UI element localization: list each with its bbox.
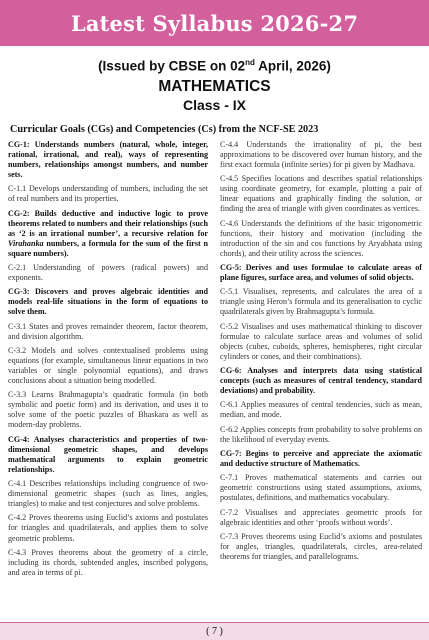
right-column xyxy=(220,140,422,620)
competency: C-3.1 States and proves remainder theorem, factor theorem, and division algorithm. xyxy=(8,321,208,341)
curricular-goal: CG-7: Begins to perceive and appreciate the axiomatic and deductive structure of Mathematics. xyxy=(220,448,422,468)
competency: C-7.1 Proves mathematical statements and carries out geometric constructions using stated assumptions, axioms, postulates, definitions, and mathematics vocabulary. xyxy=(220,473,422,503)
title-banner xyxy=(0,0,429,46)
curricular-goal: CG-4: Analyses characteristics and properties of two-dimensional geometric shapes, and develops mathematical arguments to explain geometric relationships. xyxy=(8,434,208,474)
curricular-goal: CG-6: Analyses and interprets data using statistical concepts (such as measures of central tendency, standard deviations) and probability. xyxy=(220,366,422,396)
competency: C-4.1 Describes relationships including congruence of two-dimensional geometric shapes (such as lines, angles, triangles) to make and test conjectures and solve problems. xyxy=(8,479,208,509)
competency: C-4.5 Specifies locations and describes spatial relationships using coordinate geometry, for example, plotting a pair of linear equations and graphically finding the solution, or finding the area of triangle with given coordinates as vertices. xyxy=(220,174,422,214)
competency: C-6.2 Applies concepts from probability to solve problems on the likelihood of everyday events. xyxy=(220,424,422,444)
left-column xyxy=(8,140,208,620)
competency: C-3.2 Models and solves contextualised problems using equations (for example, simultaneous linear equations in two variables or single polynomial equations), and draws conclusions about a situation being modelled. xyxy=(8,345,208,386)
subject-heading: MATHEMATICS xyxy=(158,78,271,95)
competency: C-7.2 Visualises and appreciates geometric proofs for algebraic identities and other ‘proofs without words’. xyxy=(220,507,422,527)
competency: C-7.3 Proves theorems using Euclid’s axioms and postulates for angles, triangles, quadrilaterals, circles, area-related theorems for triangles, and parallelograms. xyxy=(220,531,422,561)
issued-suffix: April, 2026) xyxy=(254,58,331,74)
page-title: Latest Syllabus 2026-27 xyxy=(70,10,359,36)
class-heading: Class - IX xyxy=(182,97,247,113)
issued-prefix: (Issued by CBSE on 02 xyxy=(98,58,246,74)
competency: C-4.2 Proves theorems using Euclid’s axioms and postulates for triangles and quadrilaterals, and applies them to solve geometric problems. xyxy=(8,513,208,543)
competency: C-4.4 Understands the irrationality of pi, the best approximations to be discovered over human history, and the first exact formula (infinite series) for pi given by Madhava. xyxy=(220,140,422,170)
issued-line xyxy=(0,58,429,74)
competency: C-6.1 Applies measures of central tendencies, such as mean, median, and mode. xyxy=(220,400,422,420)
page-number: ( 7 ) xyxy=(206,626,223,637)
page-footer xyxy=(0,622,429,640)
curricular-goal xyxy=(8,209,208,259)
curricular-goal: CG-3: Discovers and proves algebraic identities and models real-life situations in the form of equations to solve them. xyxy=(8,287,208,317)
competency: C-4.6 Understands the definitions of the basic trigonometric functions, their history and motivation (including the introduction of the sin and cos functions by Aryabhata using chords), and their utility across the sciences. xyxy=(220,218,422,258)
goal-text: numbers, a formula for the sum of the first n square numbers). xyxy=(8,238,208,258)
competency: C-2.1 Understanding of powers (radical powers) and exponents. xyxy=(8,263,208,283)
curricular-goal: CG-5: Derives and uses formulae to calculate areas of plane figures, surface area, and volumes of solid objects. xyxy=(220,263,422,283)
competency: C-1.1 Develops understanding of numbers, including the set of real numbers and its properties. xyxy=(8,184,208,204)
goals-heading: Curricular Goals (CGs) and Competencies (Cs) from the NCF-SE 2023 xyxy=(10,124,319,135)
goal-text: CG-2: Builds deductive and inductive logic to prove theorems related to numbers and their relationships (such as ‘2 is an irrational number’, a recursive relation for xyxy=(8,208,208,238)
competency: C-5.1 Visualises, represents, and calculates the area of a triangle using Heron’s formula and its generalisation to cyclic quadrilaterals given by Brahmagupta’s formula. xyxy=(220,287,422,317)
goal-emphasis: Virahanka xyxy=(8,238,44,248)
competency: C-4.3 Proves theorems about the geometry of a circle, including its chords, subtended angles, inscribed polygons, and area in terms of pi. xyxy=(8,547,208,577)
competency: C-3.3 Learns Brahmagupta’s quadratic formula (in both symbolic and poetic form) and its derivation, and uses it to solve some of the poetic puzzles of Bhaskara as well as modern-day problems. xyxy=(8,390,208,430)
curricular-goal: CG-1: Understands numbers (natural, whole, integer, rational, irrational, and real), ways of representing numbers, relationships amongst numbers, and number sets. xyxy=(8,140,208,180)
competency: C-5.2 Visualises and uses mathematical thinking to discover formulae to calculate surface areas and volumes of solid objects (cubes, cuboids, spheres, hemispheres, right circular cylinders or cones, and their combinations). xyxy=(220,321,422,361)
issued-superscript: nd xyxy=(245,58,255,67)
